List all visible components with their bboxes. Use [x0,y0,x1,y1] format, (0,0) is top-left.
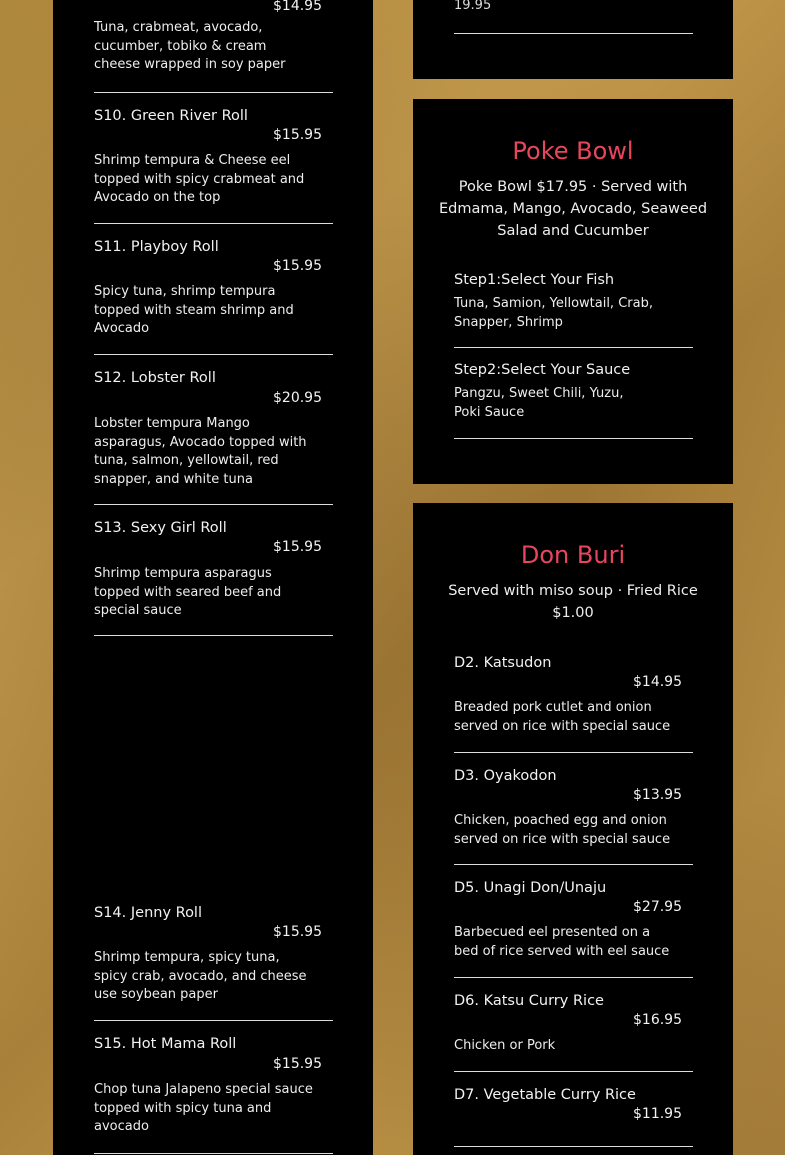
item-name: S12. Lobster Roll [94,370,216,386]
item-description: Chop tuna Jalapeno special sauce topped with spicy tuna and avocado [94,1082,313,1134]
poke-step-2 [454,362,693,439]
item-name: D5. Unagi Don/Unaju [454,880,607,896]
item-price: $15.95 [273,539,322,555]
previous-section-panel [413,0,733,79]
item-price: $14.95 [273,0,322,14]
menu-item-s12 [94,370,333,505]
section-title: Poke Bowl [512,137,634,165]
step-description: Tuna, Samion, Yellowtail, Crab, Snapper, Shrimp [454,296,653,330]
item-name: D3. Oyakodon [454,768,557,784]
step-name: Step2:Select Your Sauce [454,362,631,378]
menu-item-d3 [454,768,693,865]
section-subtitle: Poke Bowl $17.95 · Served with Edmama, Mango, Avocado, Seaweed Salad and Cucumber [438,179,708,239]
item-description: Tuna, crabmeat, avocado, cucumber, tobiko & cream cheese wrapped in soy paper [94,20,286,72]
item-description: Chicken, poached egg and onion served on rice with special sauce [454,813,671,847]
item-price: $11.95 [633,1106,682,1122]
item-description: Barbecued eel presented on a bed of rice served with eel sauce [454,925,670,959]
item-name: D7. Vegetable Curry Rice [454,1087,636,1103]
item-name: D2. Katsudon [454,655,552,671]
item-price: $16.95 [633,1012,682,1028]
partial-price-text: 19.95 [454,0,492,13]
menu-item-d6 [454,993,693,1072]
step-name: Step1:Select Your Fish [454,272,615,288]
item-price: $15.95 [273,258,322,274]
item-price: $20.95 [273,390,322,406]
menu-item-d2 [454,655,693,753]
section-subtitle: Served with miso soup · Fried Rice $1.00 [448,583,698,621]
sushi-roll-menu-panel [53,0,373,1155]
item-name: S13. Sexy Girl Roll [94,520,227,536]
item-description: Chicken or Pork [454,1038,556,1053]
item-name: S11. Playboy Roll [94,239,219,255]
don-buri-panel [413,503,733,1155]
menu-item-partial [94,0,333,93]
item-name: S10. Green River Roll [94,108,248,124]
item-price: $15.95 [273,1056,322,1072]
menu-item-d7 [454,1087,693,1147]
item-price: $14.95 [633,674,682,690]
menu-item-d5 [454,880,693,978]
item-description: Breaded pork cutlet and onion served on rice with special sauce [454,700,671,734]
item-name: S14. Jenny Roll [94,905,202,921]
menu-item-s11 [94,239,333,355]
section-title: Don Buri [520,541,626,569]
item-description: Shrimp tempura asparagus topped with seared beef and special sauce [94,566,282,618]
poke-step-1 [454,272,693,348]
item-name: D6. Katsu Curry Rice [454,993,604,1009]
poke-bowl-panel [413,99,733,484]
item-price: $15.95 [273,924,322,940]
item-price: $13.95 [633,787,682,803]
item-description: Lobster tempura Mango asparagus, Avocado topped with tuna, salmon, yellowtail, red snapper, and white tuna [94,416,307,487]
item-description: Shrimp tempura, spicy tuna, spicy crab, avocado, and cheese use soybean paper [94,950,307,1002]
menu-item-s10 [94,108,333,224]
item-description: Shrimp tempura & Cheese eel topped with spicy crabmeat and Avocado on the top [94,153,305,205]
item-price: $15.95 [273,127,322,143]
menu-item-s13 [94,520,333,636]
item-name: S15. Hot Mama Roll [94,1036,237,1052]
menu-item-s14 [94,905,333,1021]
item-price: $27.95 [633,899,682,915]
divider [454,33,693,34]
step-description: Pangzu, Sweet Chili, Yuzu, Poki Sauce [454,386,624,420]
menu-item-s15 [94,1036,333,1154]
item-description: Spicy tuna, shrimp tempura topped with steam shrimp and Avocado [94,284,294,336]
